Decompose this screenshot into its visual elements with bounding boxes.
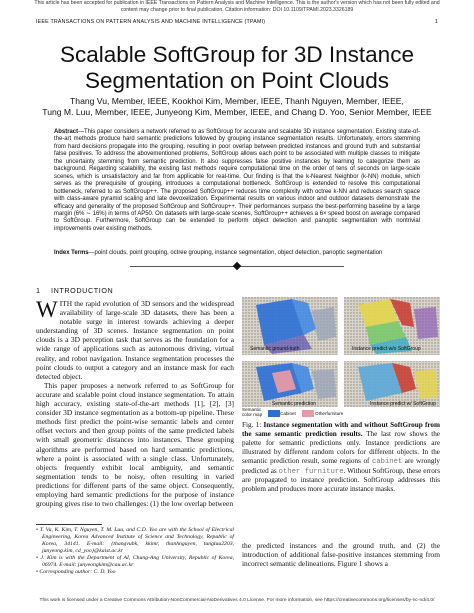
footnote-corresponding: • Corresponding author: C. D. Yoo — [36, 569, 116, 575]
label-semantic-color-map: Semantic color map — [242, 407, 263, 417]
legend-swatch-cabinet — [268, 410, 280, 417]
paper-title — [20, 42, 454, 94]
section-number: 1 — [36, 286, 41, 295]
index-terms-text: —point clouds, point grouping, octree grouping, instance segmentation, object detection, panoptic segmentation — [88, 250, 383, 256]
footnote-rule — [36, 524, 102, 525]
label-instance-without-softgroup: Instance predict w/o SoftGroup — [352, 346, 421, 352]
author-list — [20, 96, 454, 118]
publication-notice — [0, 0, 474, 14]
section-heading — [36, 286, 113, 295]
legend-swatch-otherfurniture — [302, 410, 314, 417]
caption-class-otherfurniture: other furniture — [278, 467, 344, 476]
divider-diamond-icon — [233, 262, 241, 270]
caption-text-2: are wrongly predicted as — [242, 456, 441, 475]
index-terms — [54, 250, 420, 257]
intro-column-right: the predicted instances and the ground truth, and (2) the introduction of additional false-positive instances stemming from incorrect semantic delineations. Figure 1 shows a — [242, 541, 440, 569]
label-instance-with-softgroup: Instance predict w/ SoftGroup — [370, 401, 436, 407]
publication-notice-line2: content may change prior to final publication. Citation information: DOI 10.1109/TPAMI.2023.3326189 — [120, 7, 354, 13]
abstract-text: —This paper considers a network referred to as SoftGroup for accurate and scalable 3D instance segmentation. Existing state-of-the-art methods produce hard semantic predictions followed by grouping instance segmentation results. Unfortunately, errors stemming from hard decisions propagate into the grouping, resulting in poor overlap between predicted instances and ground truth and substantial false positives. To address the abovementioned problems, SoftGroup allows each point to be associated with multiple classes to mitigate the uncertainty stemming from semantic prediction. It also suppresses false positive instances by learning to categorize them as background. Regarding scalability, the existing fast methods require computational time on the order of tens of seconds on large-scale scenes, which is unsatisfactory and far from applicable for real-time. Our finding is that the k-Nearest Neighbor (k-NN) module, which serves as the prerequisite of grouping, introduces a computational bottleneck. SoftGroup is extended to resolve this computational bottleneck, referred to as SoftGroup++. The proposed SoftGroup++ reduces time complexity with octree k-NN and reduces search space with class-aware pyramid scaling and late devoxelization. Experimental results on various indoor and outdoor datasets demonstrate the efficacy and generality of the proposed SoftGroup and SoftGroup++. Their performances surpass the best-performing baseline by a large margin (6% ∼ 16%) in terms of AP50. On datasets with large-scale scenes, SoftGroup++ achieves a 6× speed boost on average compared to SoftGroup. Furthermore, SoftGroup can be extended to perform object detection and panoptic segmentation with nontrivial improvements over existing methods. — [54, 129, 420, 232]
caption-label: Fig. 1: — [242, 421, 262, 429]
footnote-affiliation: • T. Vu, K. Kim, T. Nguyen, T. M. Luu, and C.D. Yoo are with the School of Electrical Engineering, Korea Advanced Institute of Science and Technology, Republic of Korea, 34141. E-mail: {thangvubk, kkimr, thanhnguyen, tungluu2203, junyeong.kim, cd_yoo}@kaist.ac.kr — [36, 527, 234, 554]
intro-paragraph-1-text: ITH the rapid evolution of 3D sensors and the widespread availability of large-scale 3D datasets, there has been a notable surge in interest towards achieving a deeper understanding of 3D scenes. Instance segmentation on point clouds is a 3D perception task that serves as the foundation for a wide range of applications such as autonomous driving, virtual reality, and robot navigation. Instance segmentation processes the point clouds to output a category and an instance mask for each detected object. — [36, 299, 234, 381]
running-head — [36, 19, 438, 25]
section-title: INTRODUCTION — [51, 286, 114, 295]
footnotes — [36, 527, 234, 576]
dropcap: W — [36, 297, 58, 322]
publication-notice-line1: This article has been accepted for publication in IEEE Transactions on Pattern Analysis and Machine Intelligence. This is the author's version which has not been fully edited and — [34, 0, 440, 6]
caption-text-3: . Without SoftGroup, these errors are propagated to instance prediction. SoftGroup addresses this problem and produces more accurate instance masks. — [242, 466, 441, 494]
paper-title-line1: Scalable SoftGroup for 3D Instance — [60, 42, 414, 67]
index-terms-label: Index Terms — [54, 250, 89, 256]
abstract — [54, 129, 420, 233]
footnote-affiliation-cau: • J. Kim is with the Department of AI, Chung-Ang University, Republic of Korea, 06974. E-mail: junyeongkim@cau.ac.kr — [36, 555, 234, 568]
figure-1 — [242, 297, 440, 419]
paper-title-line2: Segmentation on Point Clouds — [85, 68, 389, 93]
journal-name: IEEE TRANSACTIONS ON PATTERN ANALYSIS AND MACHINE INTELLIGENCE (TPAMI) — [36, 19, 266, 25]
abstract-label: Abstract — [54, 129, 79, 135]
author-line1: Thang Vu, Member, IEEE, Kookhoi Kim, Member, IEEE, Thanh Nguyen, Member, IEEE, — [70, 96, 404, 106]
caption-text-1: The last row shows the palette for semantic predictions only. Instance predictions are illustrated by different random colors for different objects. In the semantic prediction result, some regions of — [242, 429, 440, 465]
figure-1-caption — [242, 421, 440, 494]
intro-paragraph-1 — [36, 299, 234, 381]
caption-bold: Instance segmentation with and without SoftGroup from the same semantic prediction results. — [242, 421, 441, 438]
label-semantic-prediction: Semantic prediction — [272, 401, 316, 407]
license-notice: This work is licensed under a Creative Commons Attribution-NonCommercial-NoDerivatives 4.0 License. For more information, see https://creativecommons.org/licenses/by-nc-nd/4.0/ — [39, 598, 435, 603]
page-number: 1 — [434, 19, 438, 25]
intro-paragraph-2: This paper proposes a network referred to as SoftGroup for accurate and scalable point cloud instance segmentation. To attain high accuracy, existing state-of-the-art methods [1], [2], [3] consider 3D instance segmentation as a bottom-up pipeline. These methods first predict the point-wise semantic labels and center offset vectors and then group points of the same predicted labels with small geometric distances into instances. These grouping algorithms are performed based on hard semantic predictions, where a point is associated with a single class. Unfortunately, objects frequently exhibit local ambiguity, and semantic segmentation tends to be noisy, often resulting in varied predictions for different parts of the same object. Consequently, employing hard semantic predictions for the purpose of instance grouping gives rise to two challenges: (1) the low overlap between — [36, 380, 234, 509]
label-semantic-ground-truth: Semantic ground-truth — [250, 346, 300, 352]
author-line2: Tung M. Luu, Member, IEEE, Junyeong Kim, Member, IEEE, and Chang D. Yoo, Senior Member, IEEE — [42, 107, 432, 117]
intro-column-left — [36, 299, 234, 508]
caption-class-cabinet: cabinet — [372, 457, 403, 466]
legend-label-otherfurniture: Otherfurniture — [315, 411, 344, 416]
legend-label-cabinet: Cabinet — [280, 411, 296, 416]
